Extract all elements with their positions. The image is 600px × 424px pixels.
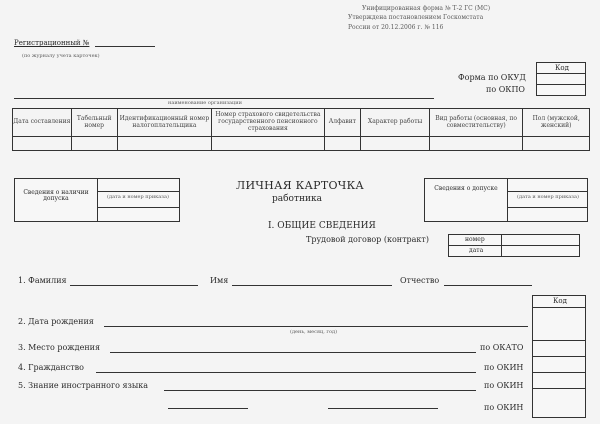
cell-date[interactable] (13, 137, 72, 151)
cell-alphabet[interactable] (324, 137, 361, 151)
okin-label-2: по ОКИН (484, 381, 524, 390)
right-box-hline (507, 191, 587, 192)
form-note-line3: России от 20.12.2006 г. № 116 (348, 24, 444, 31)
citizenship-code-cell[interactable] (532, 356, 586, 373)
left-box-divider (97, 179, 98, 221)
reg-number-label: Регистрационный № (14, 39, 90, 47)
card-title: ЛИЧНАЯ КАРТОЧКА (236, 179, 365, 192)
right-box-hline2 (507, 207, 587, 208)
contract-date-label: дата (469, 247, 484, 254)
okud-label: Форма по ОКУД (458, 73, 526, 82)
language-line-2a[interactable] (168, 408, 248, 409)
form-note-line2: Утверждена постановлением Госкомстата (348, 14, 484, 21)
th-alphabet: Алфавит (324, 109, 361, 137)
left-box-label: Сведения о наличии допуска (23, 189, 89, 202)
okpo-code-cell[interactable] (536, 84, 586, 96)
name-label: Имя (210, 276, 229, 285)
okin-label-1: по ОКИН (484, 363, 524, 372)
okpo-label: по ОКПО (486, 85, 525, 94)
citizenship-label: 4. Гражданство (18, 363, 84, 372)
org-name-line[interactable] (14, 98, 434, 99)
org-name-sub: наименование организации (168, 100, 242, 106)
cell-work-character[interactable] (361, 137, 429, 151)
card-subtitle: работника (272, 194, 322, 204)
surname-label: 1. Фамилия (18, 276, 67, 285)
right-box-label: Сведения о допуске (434, 185, 498, 192)
left-box-sub: (дата и номер приказа) (107, 194, 169, 200)
th-work-type: Вид работы (основная, по совместительству) (429, 109, 523, 137)
th-tab-number: Табельный номер (71, 109, 117, 137)
okato-label: по ОКАТО (480, 343, 524, 352)
th-snils: Номер страхового свидетельства государственного пенсионного страхования (212, 109, 324, 137)
contract-number-label: номер (465, 236, 485, 243)
cell-snils[interactable] (212, 137, 324, 151)
right-box-sub: (дата и номер приказа) (517, 194, 579, 200)
th-date: Дата составления (13, 109, 72, 137)
fields-kod-label: Код (553, 297, 567, 305)
birthdate-label: 2. Дата рождения (18, 317, 94, 326)
right-admission-box (424, 178, 588, 222)
patronymic-line[interactable] (444, 285, 532, 286)
citizenship-line[interactable] (96, 372, 476, 373)
birthdate-line[interactable] (104, 326, 528, 327)
section-heading: I. ОБЩИЕ СВЕДЕНИЯ (268, 221, 376, 231)
language-line-2b[interactable] (328, 408, 438, 409)
cell-work-type[interactable] (429, 137, 523, 151)
contract-date-row (448, 245, 580, 257)
contract-number-divider (501, 235, 502, 245)
reg-number-sub: (по журналу учета карточек) (22, 53, 100, 59)
reg-number-line[interactable] (95, 46, 155, 47)
th-work-character: Характер работы (361, 109, 429, 137)
name-line[interactable] (232, 285, 392, 286)
cell-gender[interactable] (523, 137, 590, 151)
birthplace-line[interactable] (110, 352, 476, 353)
th-gender: Пол (мужской, женский) (523, 109, 590, 137)
contract-label: Трудовой договор (контракт) (306, 235, 429, 244)
contract-date-divider (501, 246, 502, 256)
kod-header-label: Код (555, 64, 569, 72)
birthdate-sub: (день, месяц, год) (290, 329, 338, 335)
birthplace-label: 3. Место рождения (18, 343, 101, 352)
birthplace-code-cell[interactable] (532, 340, 586, 357)
top-data-table (12, 108, 590, 151)
right-box-divider (507, 179, 508, 221)
cell-inn[interactable] (117, 137, 212, 151)
surname-line[interactable] (70, 285, 198, 286)
cell-tab-number[interactable] (71, 137, 117, 151)
language-line-1[interactable] (164, 390, 476, 391)
form-note-line1: Унифицированная форма № Т-2 ГС (МС) (362, 5, 491, 12)
language-code-cell-2[interactable] (532, 388, 586, 418)
th-inn: Идентификационный номер налогоплательщика (117, 109, 212, 137)
birthdate-code-cell[interactable] (532, 307, 586, 341)
language-label: 5. Знание иностранного языка (18, 381, 149, 390)
language-code-cell-1[interactable] (532, 372, 586, 389)
patronymic-label: Отчество (400, 276, 440, 285)
left-box-hline2 (97, 207, 179, 208)
okin-label-3: по ОКИН (484, 403, 524, 412)
left-box-hline (97, 191, 179, 192)
left-admission-box (14, 178, 180, 222)
